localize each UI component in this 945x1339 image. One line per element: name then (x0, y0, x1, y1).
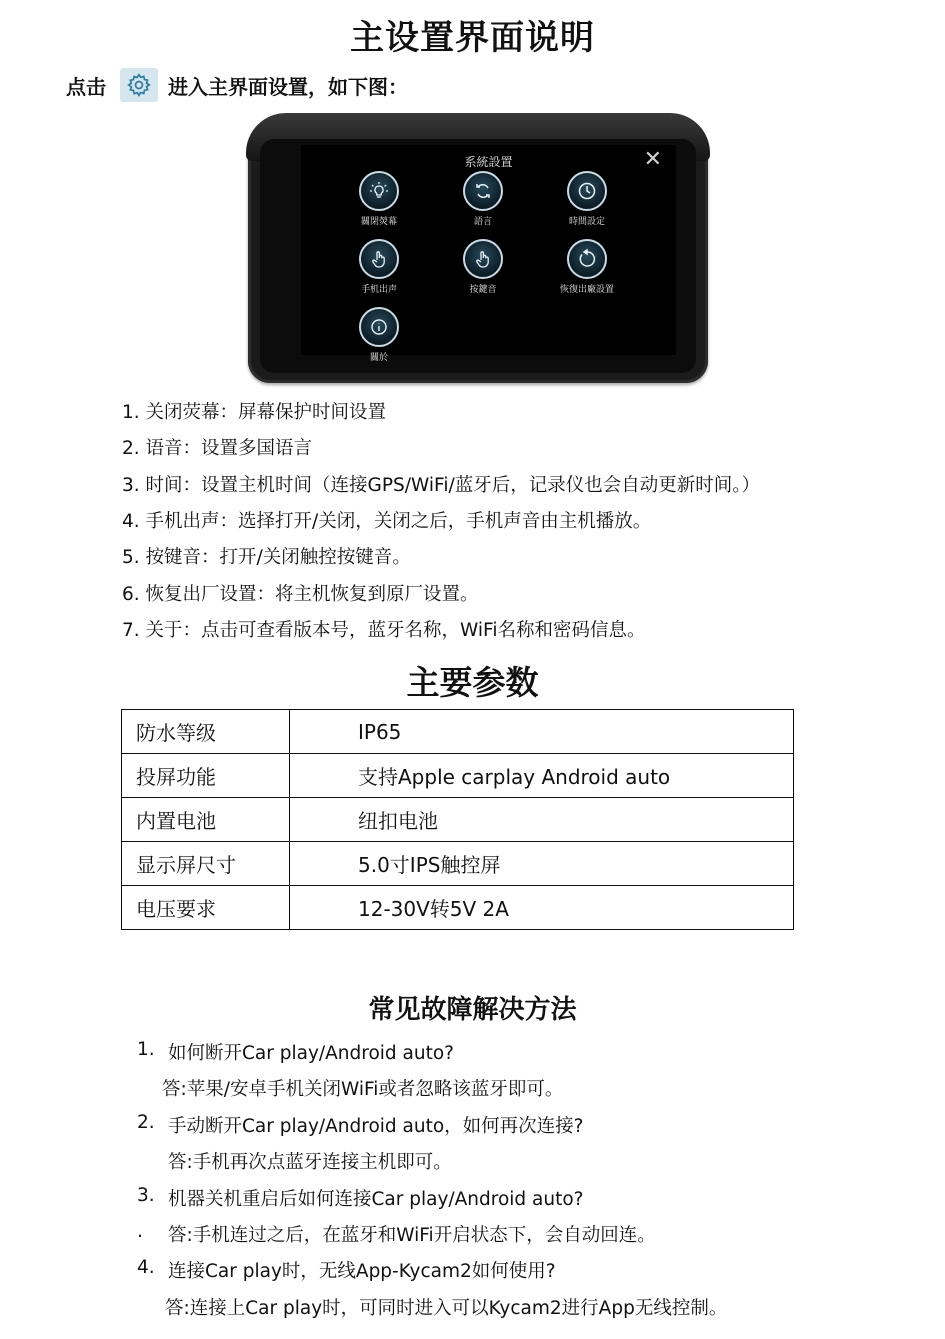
faq-title: 常见故障解决方法 (368, 995, 577, 1025)
close-icon[interactable]: ✕ (643, 147, 662, 172)
hand-icon (463, 239, 503, 279)
param-key: 防水等级 (122, 710, 290, 754)
hand-icon (359, 239, 399, 279)
param-value: 5.0寸IPS触控屏 (290, 842, 794, 886)
table-row (122, 886, 794, 930)
screen-item-label: 語言 (473, 217, 492, 227)
params-title: 主要参数 (406, 663, 539, 702)
faq-answer-bullet: . (137, 1221, 143, 1242)
gear-icon (120, 68, 158, 102)
feature-item: 1. 关闭荧幕：屏幕保护时间设置 (122, 402, 387, 423)
screen-item-screen-off[interactable] (331, 171, 427, 227)
intro-before-text: 点击 (66, 74, 106, 99)
intro-line (66, 66, 408, 104)
faq-answer: 答:连接上Car play时，可同时进入可以Kycam2进行App无线控制。 (165, 1298, 728, 1319)
param-value: 12-30V转5V 2A (290, 886, 794, 930)
faq-answer: 答:手机再次点蓝牙连接主机即可。 (168, 1152, 452, 1173)
screen-item-label: 恢復出廠設置 (559, 285, 614, 295)
bulb-icon (359, 171, 399, 211)
faq-answer: 答:手机连过之后，在蓝牙和WiFi开启状态下，会自动回连。 (168, 1225, 656, 1246)
feature-item: 3. 时间：设置主机时间（连接GPS/WiFi/蓝牙后，记录仪也会自动更新时间。） (122, 475, 760, 496)
faq-question: 连接Car play时，无线App-Kycam2如何使用? (168, 1261, 556, 1282)
dashcam-device-image (248, 115, 708, 383)
screen-item-time[interactable] (539, 171, 635, 227)
faq-question: 手动断开Car play/Android auto，如何再次连接? (168, 1116, 584, 1137)
screen-item-about[interactable] (331, 307, 427, 363)
params-table (121, 709, 794, 930)
feature-item: 5. 按键音：打开/关闭触控按键音。 (122, 547, 411, 568)
screen-item-label: 時間設定 (568, 217, 605, 227)
feature-item: 4. 手机出声：选择打开/关闭，关闭之后，手机声音由主机播放。 (122, 511, 652, 532)
table-row (122, 754, 794, 798)
faq-number: 3. (137, 1185, 155, 1206)
screen-item-phone-audio[interactable] (331, 239, 427, 295)
restore-icon (567, 239, 607, 279)
faq-number: 2. (137, 1112, 155, 1133)
screen-item-label: 關閉熒幕 (360, 217, 397, 227)
param-key: 内置电池 (122, 798, 290, 842)
param-value: 支持Apple carplay Android auto (290, 754, 794, 798)
screen-item-key-tone[interactable] (435, 239, 531, 295)
table-row (122, 842, 794, 886)
screen-item-language[interactable] (435, 171, 531, 227)
clock-icon (567, 171, 607, 211)
screen-item-label: 手机出声 (360, 285, 397, 295)
device-screen (301, 145, 676, 363)
param-key: 投屏功能 (122, 754, 290, 798)
screen-item-factory-reset[interactable] (539, 239, 635, 295)
faq-answer: 答:苹果/安卓手机关闭WiFi或者忽略该蓝牙即可。 (162, 1079, 564, 1100)
feature-item: 7. 关于：点击可查看版本号，蓝牙名称，WiFi名称和密码信息。 (122, 620, 646, 641)
intro-after-text: 进入主界面设置，如下图： (168, 74, 408, 99)
page-title: 主设置界面说明 (350, 18, 595, 58)
faq-number: 4. (137, 1257, 155, 1278)
param-key: 电压要求 (122, 886, 290, 930)
param-key: 显示屏尺寸 (122, 842, 290, 886)
feature-item: 2. 语音：设置多国语言 (122, 438, 313, 459)
feature-item: 6. 恢复出厂设置：将主机恢复到原厂设置。 (122, 584, 479, 605)
refresh-icon (463, 171, 503, 211)
faq-question: 机器关机重启后如何连接Car play/Android auto? (168, 1189, 584, 1210)
faq-question: 如何断开Car play/Android auto? (168, 1043, 455, 1064)
table-row (122, 798, 794, 842)
param-value: IP65 (290, 710, 794, 754)
info-icon (359, 307, 399, 347)
screen-item-label: 關於 (369, 353, 388, 363)
screen-title: 系統設置 (464, 155, 513, 169)
table-row (122, 710, 794, 754)
faq-number: 1. (137, 1039, 155, 1060)
param-value: 纽扣电池 (290, 798, 794, 842)
screen-item-label: 按鍵音 (469, 285, 497, 295)
